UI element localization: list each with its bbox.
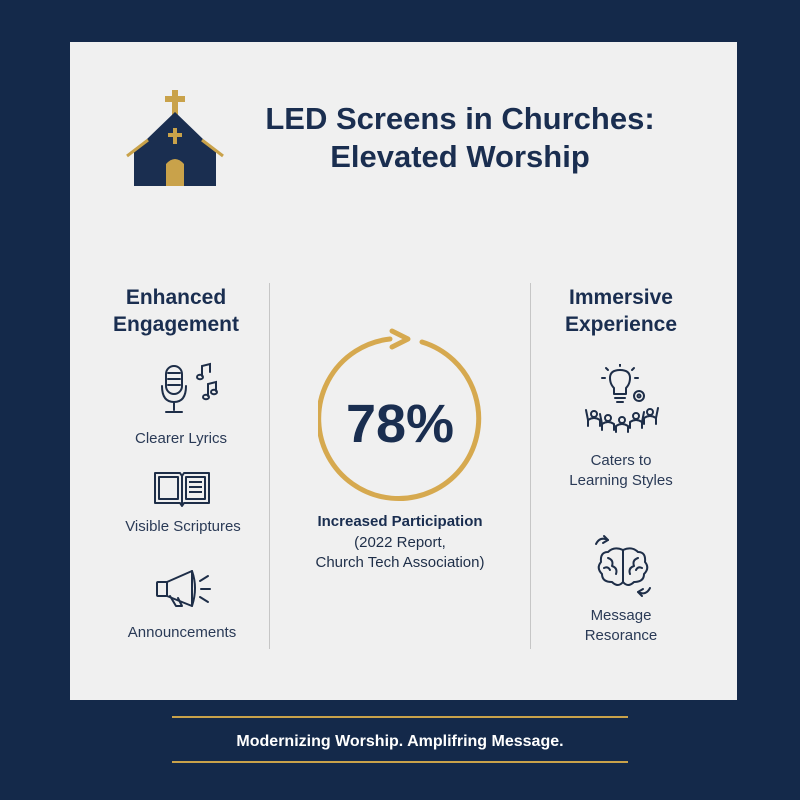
column-divider-left <box>269 283 270 649</box>
feature-label-lyrics: Clearer Lyrics <box>135 430 227 447</box>
footer-rule-top <box>172 716 628 718</box>
open-book-icon <box>153 469 211 509</box>
feature-label-scriptures: Visible Scriptures <box>125 518 241 535</box>
lightbulb-people-icon <box>584 364 660 448</box>
right-heading-line-1: Immersive <box>569 286 673 309</box>
stat-source-line-1: (2022 Report, <box>354 534 446 551</box>
message-resonance-line-2: Resorance <box>584 627 658 644</box>
stat-source <box>290 533 510 573</box>
stat-label: Increased Participation <box>317 513 483 530</box>
title-line-2: Elevated Worship <box>330 139 590 174</box>
left-heading-line-2: Engagement <box>112 313 240 336</box>
church-icon <box>126 90 226 190</box>
microphone-icon <box>158 362 220 418</box>
right-heading-line-2: Experience <box>564 313 678 336</box>
footer-rule-bottom <box>172 761 628 763</box>
message-resonance-line-1: Message <box>590 607 652 624</box>
footer-tagline: Modernizing Worship. Amplifring Message. <box>236 733 564 750</box>
right-column-heading <box>531 284 711 338</box>
left-column-heading <box>86 284 266 338</box>
megaphone-icon <box>154 568 214 610</box>
stat-source-line-2: Church Tech Association) <box>315 554 485 571</box>
left-heading-line-1: Enhanced <box>125 286 227 309</box>
brain-icon <box>592 534 654 598</box>
page-title <box>240 100 680 176</box>
feature-label-message-resonance <box>531 606 711 646</box>
feature-label-announcements: Announcements <box>127 624 237 641</box>
title-line-1: LED Screens in Churches: <box>265 101 655 136</box>
stat-value: 78% <box>345 394 455 454</box>
feature-label-learning-styles <box>531 451 711 491</box>
learning-styles-line-2: Learning Styles <box>569 472 673 489</box>
learning-styles-line-1: Caters to <box>590 452 652 469</box>
